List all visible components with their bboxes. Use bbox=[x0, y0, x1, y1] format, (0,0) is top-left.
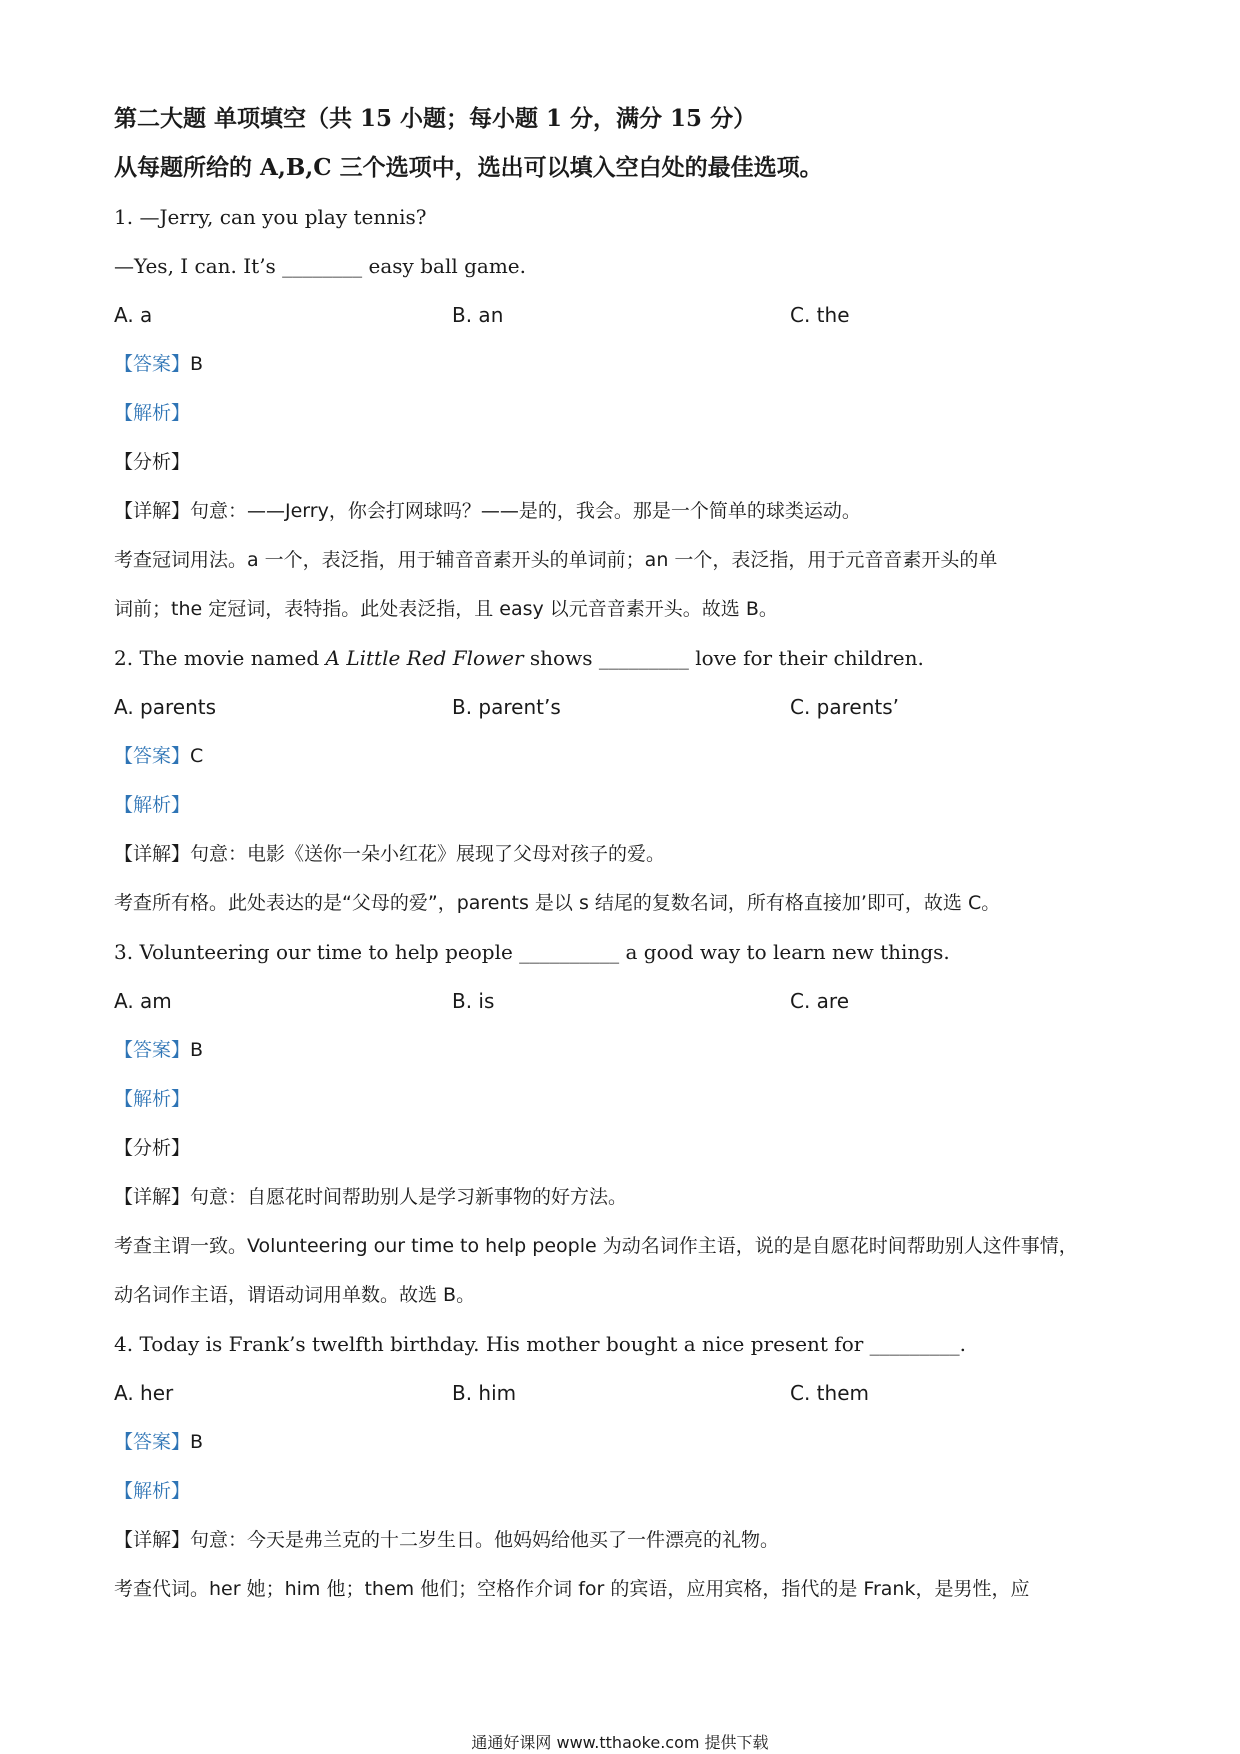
question-3-option-c: C. are bbox=[790, 989, 850, 1013]
question-3-fenxi-label: 【分析】 bbox=[114, 1137, 191, 1159]
question-3-option-b: B. is bbox=[452, 989, 495, 1013]
page-footer: 通通好课网 www.tthaoke.com 提供下载 bbox=[471, 1733, 769, 1752]
question-2-option-a: A. parents bbox=[114, 695, 217, 719]
detail-text: 句意：电影《送你一朵小红花》展现了父母对孩子的爱。 bbox=[190, 843, 666, 865]
detail-label: 【详解】 bbox=[114, 500, 191, 522]
question-2-detail-2: 考查所有格。此处表达的是“父母的爱”，parents 是以 s 结尾的复数名词，所有格直接加’即可，故选 C。 bbox=[114, 892, 1001, 914]
answer-label: 【答案】 bbox=[114, 745, 191, 767]
question-4-option-c: C. them bbox=[790, 1381, 869, 1405]
detail-text: 句意：今天是弗兰克的十二岁生日。他妈妈给他买了一件漂亮的礼物。 bbox=[190, 1529, 780, 1551]
answer-value: B bbox=[190, 1431, 204, 1453]
section-title: 第二大题 单项填空（共 15 小题；每小题 1 分，满分 15 分） bbox=[114, 105, 757, 132]
question-1-detail-3: 词前；the 定冠词，表特指。此处表泛指，且 easy 以元音音素开头。故选 B。 bbox=[114, 598, 778, 620]
movie-title: A Little Red Flower bbox=[325, 646, 524, 670]
detail-label: 【详解】 bbox=[114, 1529, 191, 1551]
answer-value: B bbox=[190, 353, 204, 375]
question-1-line-2: —Yes, I can. It’s ________ easy ball game. bbox=[114, 254, 526, 278]
question-1-option-c: C. the bbox=[790, 303, 850, 327]
question-3-answer bbox=[114, 1037, 203, 1063]
question-1-line-1: 1. —Jerry, can you play tennis? bbox=[114, 205, 427, 229]
detail-label: 【详解】 bbox=[114, 1186, 191, 1208]
question-3-line-1: 3. Volunteering our time to help people __________ a good way to learn new things. bbox=[114, 940, 950, 964]
question-2-analysis-label: 【解析】 bbox=[114, 794, 191, 816]
question-3-analysis-label: 【解析】 bbox=[114, 1088, 191, 1110]
question-1-detail-2: 考查冠词用法。a 一个，表泛指，用于辅音音素开头的单词前；an 一个，表泛指，用于元音音素开头的单 bbox=[114, 549, 998, 571]
question-1-analysis-label: 【解析】 bbox=[114, 402, 191, 424]
question-1-fenxi-label: 【分析】 bbox=[114, 451, 191, 473]
question-4-option-a: A. her bbox=[114, 1381, 174, 1405]
question-2-answer bbox=[114, 743, 203, 769]
question-2-option-b: B. parent’s bbox=[452, 695, 561, 719]
question-1-option-b: B. an bbox=[452, 303, 504, 327]
question-2-option-c: C. parents’ bbox=[790, 695, 900, 719]
answer-label: 【答案】 bbox=[114, 353, 191, 375]
answer-value: B bbox=[190, 1039, 204, 1061]
question-1-answer bbox=[114, 351, 203, 377]
question-2-stem-post: shows _________ love for their children. bbox=[523, 646, 924, 670]
question-4-analysis-label: 【解析】 bbox=[114, 1480, 191, 1502]
question-1-option-a: A. a bbox=[114, 303, 153, 327]
answer-value: C bbox=[190, 745, 204, 767]
question-4-answer bbox=[114, 1429, 203, 1455]
question-4-line-1: 4. Today is Frank’s twelfth birthday. His mother bought a nice present for _________. bbox=[114, 1332, 967, 1356]
question-3-detail-3: 动名词作主语，谓语动词用单数。故选 B。 bbox=[114, 1284, 476, 1306]
question-2-stem-pre: 2. The movie named bbox=[114, 646, 326, 670]
question-1-detail-1 bbox=[114, 498, 861, 524]
question-3-option-a: A. am bbox=[114, 989, 172, 1013]
section-instruction: 从每题所给的 A,B,C 三个选项中，选出可以填入空白处的最佳选项。 bbox=[114, 154, 823, 181]
answer-label: 【答案】 bbox=[114, 1039, 191, 1061]
question-3-detail-2: 考查主谓一致。Volunteering our time to help people 为动名词作主语，说的是自愿花时间帮助别人这件事情， bbox=[114, 1235, 1078, 1257]
answer-label: 【答案】 bbox=[114, 1431, 191, 1453]
detail-text: 句意：自愿花时间帮助别人是学习新事物的好方法。 bbox=[190, 1186, 628, 1208]
question-4-detail-2: 考查代词。her 她；him 他；them 他们；空格作介词 for 的宾语，应用宾格，指代的是 Frank，是男性，应 bbox=[114, 1578, 1030, 1600]
question-4-detail-1 bbox=[114, 1527, 779, 1553]
question-2-line-1 bbox=[114, 645, 924, 671]
question-3-detail-1 bbox=[114, 1184, 627, 1210]
detail-text: 句意：——Jerry，你会打网球吗？——是的，我会。那是一个简单的球类运动。 bbox=[190, 500, 861, 522]
detail-label: 【详解】 bbox=[114, 843, 191, 865]
question-4-option-b: B. him bbox=[452, 1381, 517, 1405]
question-2-detail-1 bbox=[114, 841, 665, 867]
